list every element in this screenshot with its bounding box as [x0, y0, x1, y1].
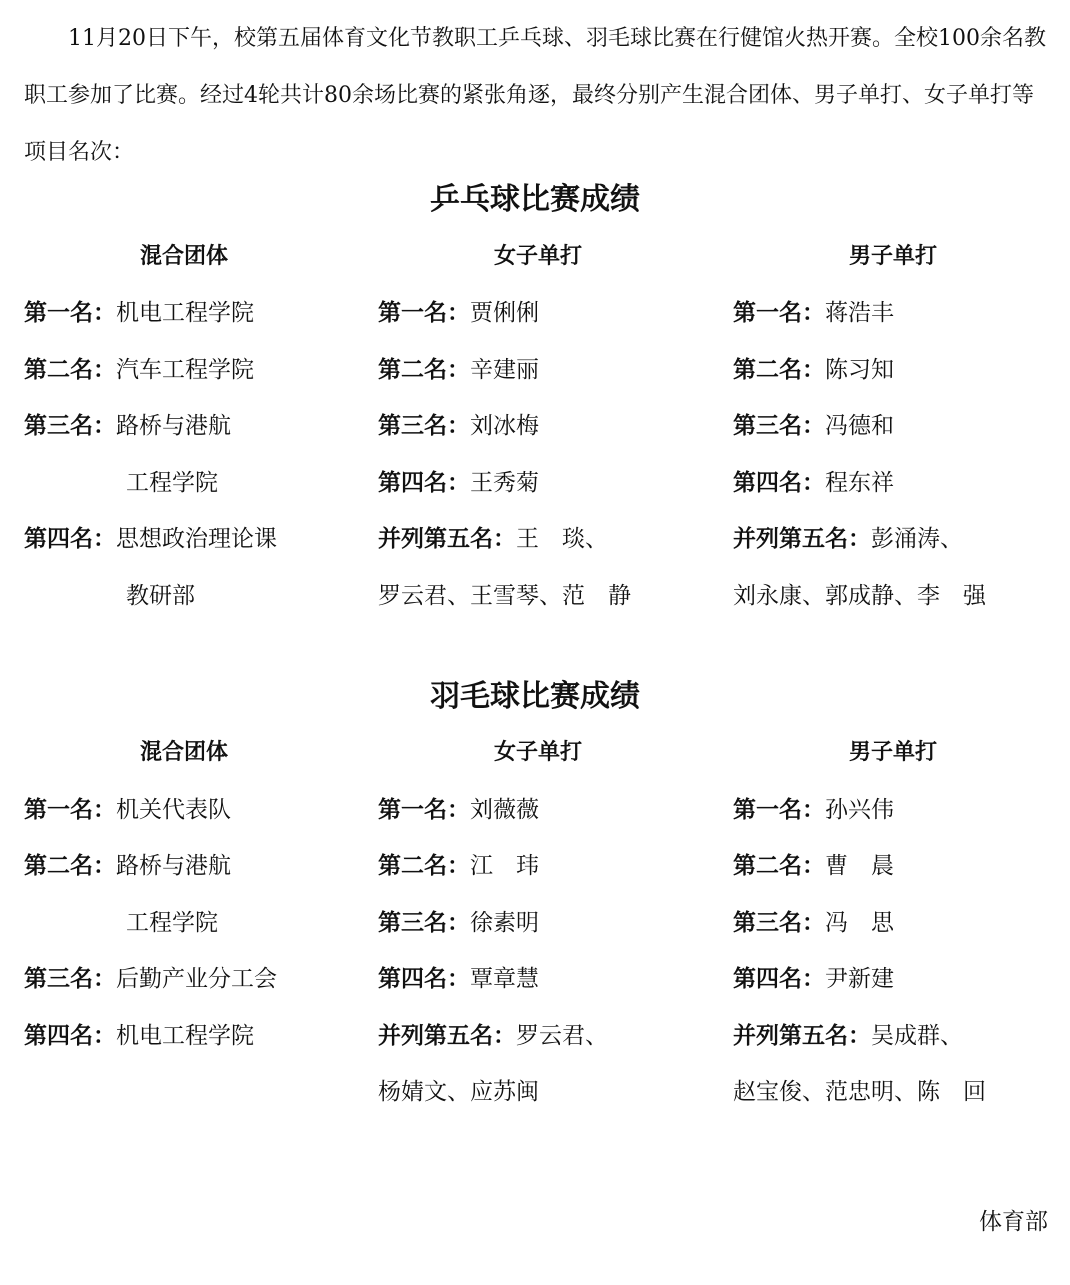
pingpong-men-third [733, 411, 894, 441]
pingpong-women-third [378, 411, 539, 441]
pingpong-men-second [733, 355, 894, 385]
pingpong-team-fourth [24, 524, 277, 554]
pingpong-team-heading: 混合团体 [139, 244, 228, 269]
badminton-women-fifth-cont: 杨婧文、应苏闽 [378, 1079, 539, 1105]
rank-value: 孙兴伟 [825, 797, 894, 823]
rank-value: 冯德和 [825, 413, 894, 439]
rank-label: 第一名： [733, 797, 825, 823]
pingpong-men-fifth-cont: 刘永康、郭成静、李 强 [733, 583, 986, 609]
rank-label: 第四名： [378, 470, 470, 496]
rank-value: 机关代表队 [116, 797, 231, 823]
badminton-women-first [378, 795, 539, 825]
rank-label: 并列第五名： [733, 526, 871, 552]
rank-value: 贾俐俐 [470, 300, 539, 326]
rank-value: 路桥与港航 [116, 413, 231, 439]
rank-value: 辛建丽 [470, 357, 539, 383]
pingpong-men-fifth [733, 524, 963, 554]
badminton-men-fourth [733, 964, 894, 994]
pingpong-team-fourth-cont: 教研部 [126, 583, 195, 609]
rank-value: 路桥与港航 [116, 853, 231, 879]
rank-label: 第二名： [24, 853, 116, 879]
pingpong-title: 乒乓球比赛成绩 [430, 182, 640, 217]
rank-label: 第三名： [733, 910, 825, 936]
rank-label: 第三名： [378, 910, 470, 936]
rank-label: 第三名： [24, 413, 116, 439]
rank-value: 王秀菊 [470, 470, 539, 496]
rank-label: 第二名： [378, 357, 470, 383]
pingpong-men-first [733, 298, 894, 328]
rank-label: 并列第五名： [733, 1023, 871, 1049]
badminton-team-heading: 混合团体 [139, 740, 228, 765]
pingpong-women-heading: 女子单打 [493, 244, 582, 269]
rank-value: 王 琰、 [516, 526, 608, 552]
rank-value: 刘薇薇 [470, 797, 539, 823]
badminton-team-fourth [24, 1021, 254, 1051]
badminton-women-fourth [378, 964, 539, 994]
rank-value: 刘冰梅 [470, 413, 539, 439]
rank-value: 尹新建 [825, 966, 894, 992]
rank-label: 第四名： [378, 966, 470, 992]
rank-value: 蒋浩丰 [825, 300, 894, 326]
pingpong-team-third [24, 411, 231, 441]
rank-value: 后勤产业分工会 [116, 966, 277, 992]
badminton-men-second [733, 851, 894, 881]
rank-label: 第三名： [24, 966, 116, 992]
badminton-men-third [733, 908, 894, 938]
badminton-men-fifth-cont: 赵宝俊、范忠明、陈 回 [733, 1079, 986, 1105]
pingpong-women-fifth [378, 524, 608, 554]
rank-label: 第二名： [378, 853, 470, 879]
pingpong-team-third-cont: 工程学院 [126, 470, 218, 496]
pingpong-women-fourth [378, 468, 539, 498]
rank-label: 第二名： [733, 853, 825, 879]
pingpong-men-fourth [733, 468, 894, 498]
rank-value: 彭涌涛、 [871, 526, 963, 552]
rank-value: 冯 思 [825, 910, 894, 936]
badminton-team-second-cont: 工程学院 [126, 910, 218, 936]
badminton-men-fifth [733, 1021, 963, 1051]
badminton-women-fifth [378, 1021, 608, 1051]
rank-label: 第一名： [24, 797, 116, 823]
badminton-women-third [378, 908, 539, 938]
rank-label: 第一名： [378, 797, 470, 823]
rank-value: 覃章慧 [470, 966, 539, 992]
pingpong-women-second [378, 355, 539, 385]
pingpong-women-first [378, 298, 539, 328]
rank-value: 机电工程学院 [116, 300, 254, 326]
rank-label: 第四名： [24, 1023, 116, 1049]
signature: 体育部 [979, 1209, 1048, 1235]
rank-value: 程东祥 [825, 470, 894, 496]
rank-label: 第四名： [733, 470, 825, 496]
rank-label: 第二名： [24, 357, 116, 383]
badminton-men-first [733, 795, 894, 825]
rank-label: 第一名： [733, 300, 825, 326]
badminton-team-first [24, 795, 231, 825]
badminton-team-third [24, 964, 277, 994]
badminton-men-heading: 男子单打 [848, 740, 937, 765]
pingpong-team-first [24, 298, 254, 328]
intro-paragraph [24, 10, 1052, 181]
rank-label: 并列第五名： [378, 526, 516, 552]
rank-value: 徐素明 [470, 910, 539, 936]
rank-label: 第四名： [733, 966, 825, 992]
rank-label: 第一名： [378, 300, 470, 326]
badminton-team-second [24, 851, 231, 881]
rank-value: 思想政治理论课 [116, 526, 277, 552]
rank-value: 曹 晨 [825, 853, 894, 879]
rank-value: 江 玮 [470, 853, 539, 879]
rank-label: 第四名： [24, 526, 116, 552]
rank-value: 陈习知 [825, 357, 894, 383]
rank-value: 机电工程学院 [116, 1023, 254, 1049]
badminton-women-heading: 女子单打 [493, 740, 582, 765]
rank-label: 并列第五名： [378, 1023, 516, 1049]
rank-label: 第三名： [378, 413, 470, 439]
pingpong-women-fifth-cont: 罗云君、王雪琴、范 静 [378, 583, 631, 609]
badminton-title: 羽毛球比赛成绩 [430, 679, 640, 714]
rank-value: 罗云君、 [516, 1023, 608, 1049]
rank-label: 第三名： [733, 413, 825, 439]
rank-label: 第一名： [24, 300, 116, 326]
pingpong-team-second [24, 355, 254, 385]
badminton-women-second [378, 851, 539, 881]
intro-text: 11月20日下午，校第五届体育文化节教职工乒乓球、羽毛球比赛在行健馆火热开赛。全校100余名教职工参加了比赛。经过4轮共计80余场比赛的紧张角逐，最终分别产生混合团体、男子单打、女子单打等项目名次： [24, 26, 1046, 165]
pingpong-men-heading: 男子单打 [848, 244, 937, 269]
rank-value: 吴成群、 [871, 1023, 963, 1049]
rank-label: 第二名： [733, 357, 825, 383]
rank-value: 汽车工程学院 [116, 357, 254, 383]
